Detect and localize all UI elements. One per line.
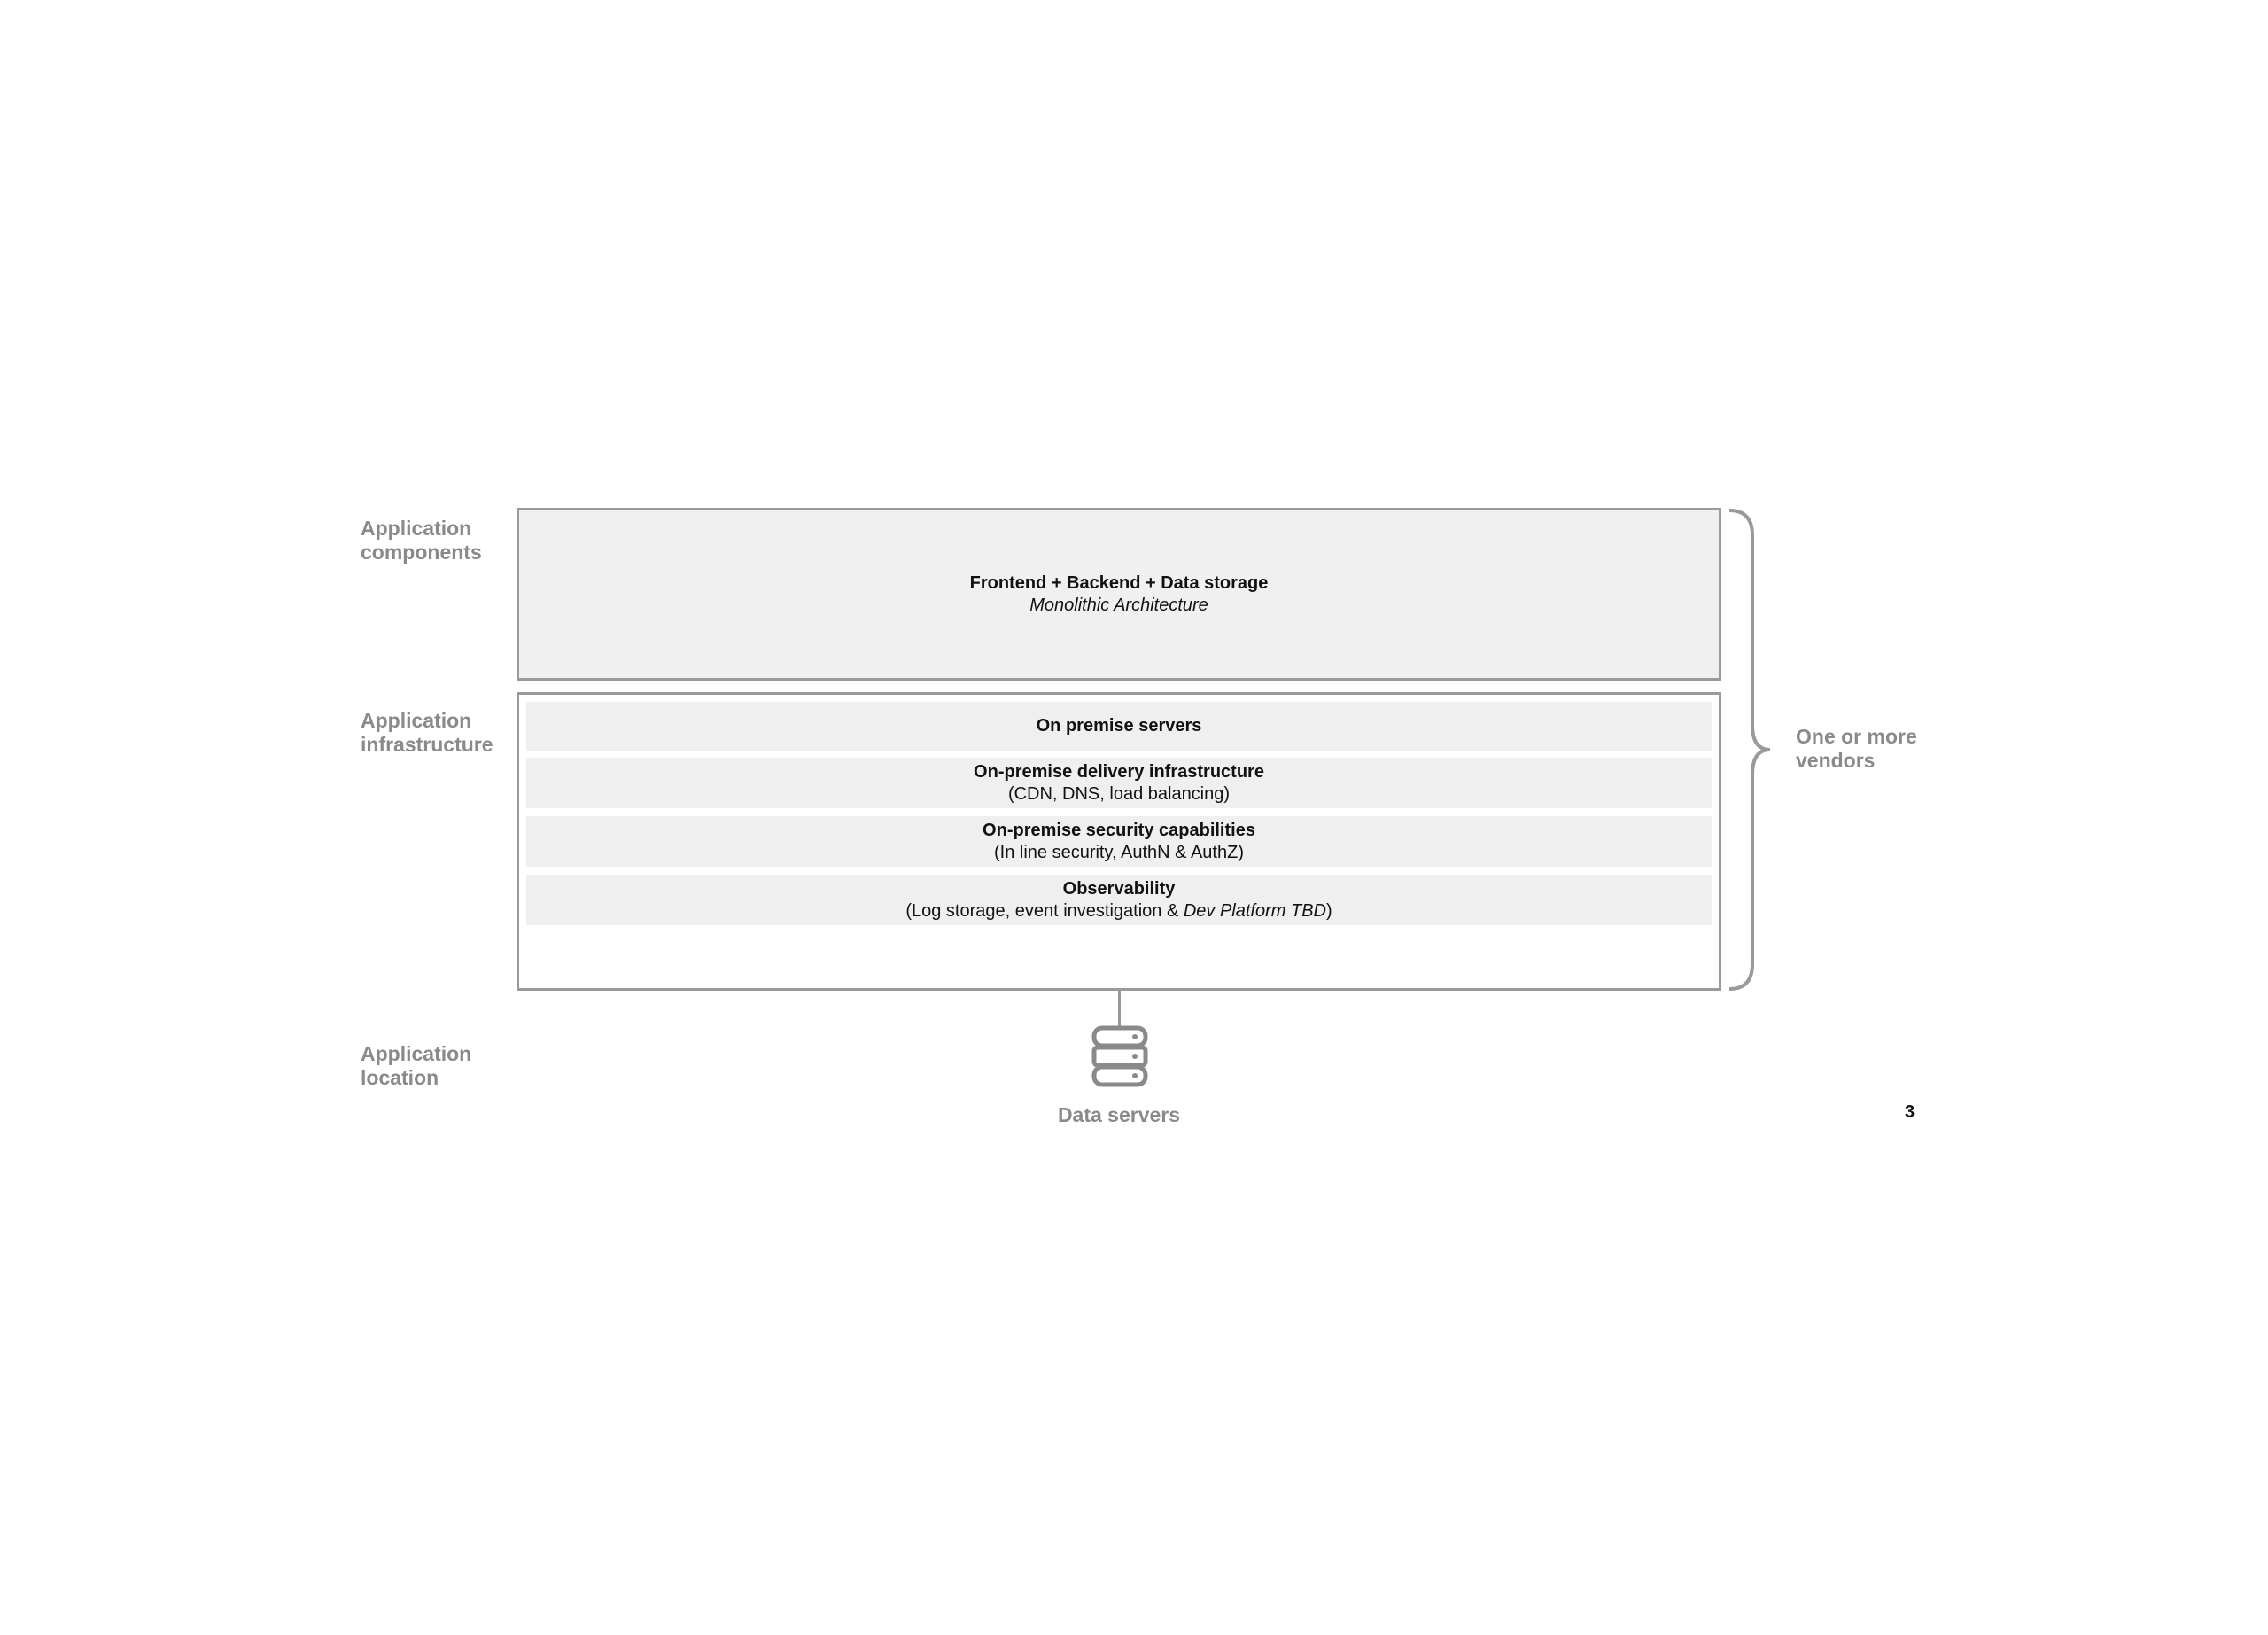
row-delivery-infrastructure: On-premise delivery infrastructure (CDN, DNS, load balancing) bbox=[526, 758, 1712, 808]
curly-brace bbox=[1726, 505, 1779, 994]
connector-line bbox=[1118, 991, 1121, 1026]
application-components-box bbox=[517, 508, 1721, 681]
row-security-capabilities: On-premise security capabilities (In line security, AuthN & AuthZ) bbox=[526, 816, 1712, 867]
label-application-location: Application location bbox=[361, 1042, 472, 1089]
vendors-label: One or more vendors bbox=[1796, 725, 1917, 772]
label-application-infrastructure: Application infrastructure bbox=[361, 709, 493, 756]
data-servers-label: Data servers bbox=[1057, 1103, 1181, 1126]
components-subtitle: Monolithic Architecture bbox=[1029, 595, 1208, 615]
observability-subtitle: (Log storage, event investigation & Dev Platform TBD) bbox=[905, 900, 1332, 921]
row-on-premise-servers: On premise servers bbox=[526, 702, 1712, 751]
database-icon bbox=[1089, 1024, 1151, 1088]
row-observability: Observability (Log storage, event investigation & Dev Platform TBD) bbox=[526, 875, 1712, 925]
components-title: Frontend + Backend + Data storage bbox=[969, 572, 1269, 593]
page-number: 3 bbox=[1905, 1102, 1915, 1122]
label-application-components: Application components bbox=[361, 517, 482, 564]
application-infrastructure-box bbox=[517, 692, 1721, 991]
